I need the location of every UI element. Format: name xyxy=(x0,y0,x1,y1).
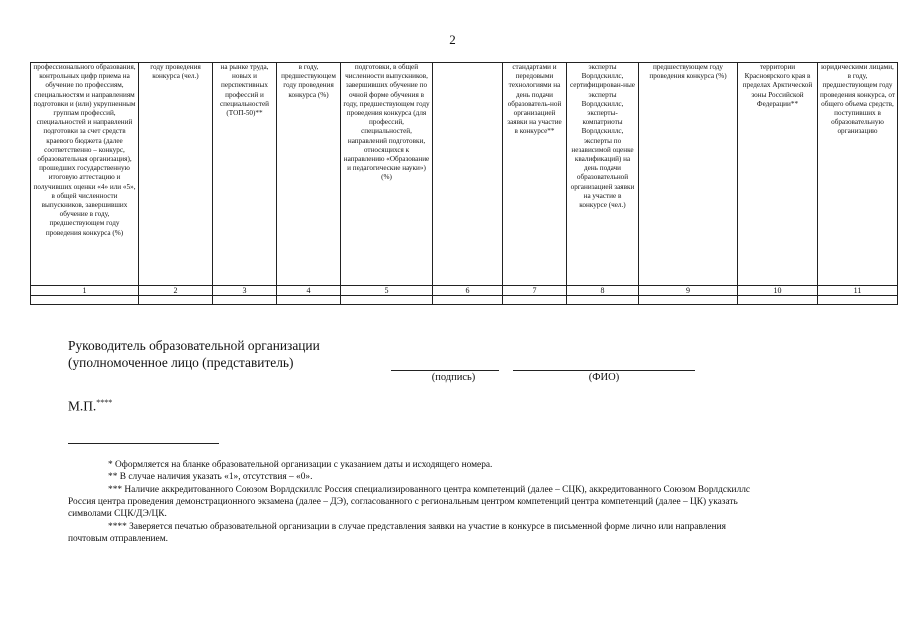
empty-cell xyxy=(738,296,818,305)
empty-cell xyxy=(341,296,433,305)
signature-label: (подпись) xyxy=(431,372,476,383)
header-cell: юридическими лицами, в году, предшествующем году проведения конкурса, от общего объема средств, поступивших в образовательную организацию xyxy=(818,63,898,286)
stamp-label: М.П. xyxy=(68,398,97,414)
table-header-row xyxy=(31,63,898,286)
name-line xyxy=(513,370,695,371)
empty-cell xyxy=(818,296,898,305)
footnote-3-line2: Россия центра проведения демонстрационного экзамена (далее – ДЭ), согласованного с региональным центром компетенций центра компетенций (далее – ЦК) указать xyxy=(68,497,738,507)
header-cell: профессионального образования, контрольных цифр приема на обучение по профессиям, специальностям и направлениям подготовки и (или) укрупненным группам профессий, специальностей и направлений подготовки за счет средств краевого бюджета (далее соответственно – конкурс, образовательная организация), прошедших государственную итоговую аттестацию и получивших оценки «4» или «5», в общей численности выпускников, завершивших обучение в году, предшествующем году проведения конкурса (%) xyxy=(31,63,139,286)
column-number: 8 xyxy=(567,286,639,296)
signature-line xyxy=(391,370,499,371)
empty-cell xyxy=(567,296,639,305)
header-cell: году проведения конкурса (чел.) xyxy=(139,63,213,286)
footnote-1: * Оформляется на бланке образовательной организации с указанием даты и исходящего номера. xyxy=(108,460,493,470)
header-cell xyxy=(433,63,503,286)
column-number: 1 xyxy=(31,286,139,296)
column-number: 9 xyxy=(639,286,738,296)
header-cell: на рынке труда, новых и перспективных профессий и специальностей (ТОП-50)** xyxy=(213,63,277,286)
empty-data-row xyxy=(31,296,898,305)
footnote-2: ** В случае наличия указать «1», отсутствия – «0». xyxy=(108,472,313,482)
column-number: 3 xyxy=(213,286,277,296)
header-cell: подготовки, в общей численности выпускников, завершивших обучение по очной форме обучения в году, предшествующем году проведения конкурса (для профессий, специальностей, направлений подготовки, относящихся к направлению «Образование и педагогические науки») (%) xyxy=(341,63,433,286)
column-number-row xyxy=(31,286,898,296)
empty-cell xyxy=(139,296,213,305)
footnote-3-line1: *** Наличие аккредитованного Союзом Ворлдскиллс Россия специализированного центра компетенций (далее – СЦК), аккредитованного Союзом Ворлдскиллс xyxy=(108,485,751,495)
head-title-line2: (уполномоченное лицо (представитель) xyxy=(68,355,294,370)
stamp-place xyxy=(68,398,112,414)
footnote-separator xyxy=(68,443,219,444)
page-number: 2 xyxy=(449,32,456,47)
column-number: 5 xyxy=(341,286,433,296)
criteria-table xyxy=(30,62,898,305)
column-number: 10 xyxy=(738,286,818,296)
column-number: 6 xyxy=(433,286,503,296)
empty-cell xyxy=(277,296,341,305)
empty-cell xyxy=(639,296,738,305)
empty-cell xyxy=(213,296,277,305)
header-cell: эксперты Ворлдскиллс, сертифицирован-ные эксперты Ворлдскиллс, эксперты-компатриоты Ворлдскиллс, эксперты по независимой оценке квалификаций) на день подачи образовательной организацией заявки на участие в конкурсе (чел.) xyxy=(567,63,639,286)
head-title-line1: Руководитель образовательной организации xyxy=(68,338,320,353)
footnote-3-line3: символами СЦК/ДЭ/ЦК. xyxy=(68,509,167,519)
stamp-footnote-mark: **** xyxy=(96,398,113,407)
header-cell: предшествующем году проведения конкурса (%) xyxy=(639,63,738,286)
header-cell: в году, предшествующем году проведения конкурса (%) xyxy=(277,63,341,286)
footnote-4-line1: **** Заверяется печатью образовательной организации в случае представления заявки на участие в конкурсе в письменной форме лично или направления xyxy=(108,522,726,532)
header-cell: территории Красноярского края в пределах Арктической зоны Российской Федерации** xyxy=(738,63,818,286)
footnote-4-line2: почтовым отправлением. xyxy=(68,534,168,544)
column-number: 7 xyxy=(503,286,567,296)
empty-cell xyxy=(31,296,139,305)
column-number: 4 xyxy=(277,286,341,296)
column-number: 2 xyxy=(139,286,213,296)
name-label: (ФИО) xyxy=(588,372,620,383)
empty-cell xyxy=(503,296,567,305)
empty-cell xyxy=(433,296,503,305)
column-number: 11 xyxy=(818,286,898,296)
header-cell: стандартами и передовыми технологиями на день подачи образователь-ной организацией заявки на участие в конкурсе** xyxy=(503,63,567,286)
